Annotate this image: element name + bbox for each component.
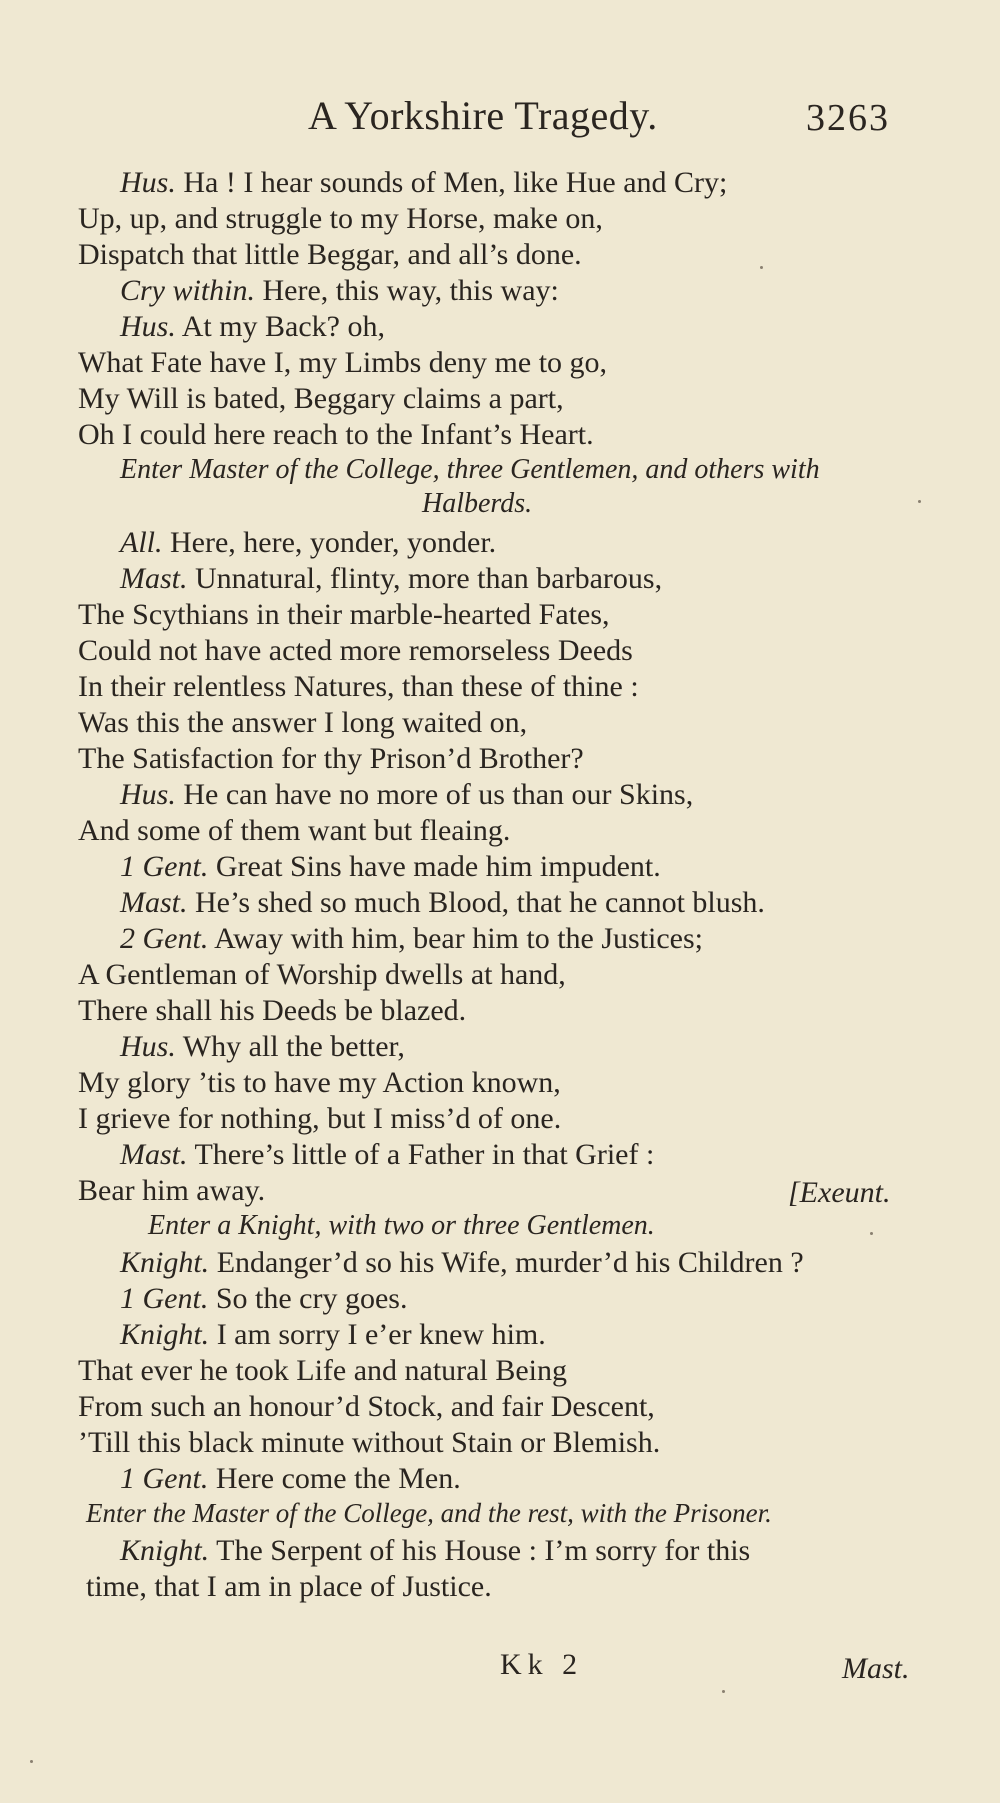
stage-direction: Enter a Knight, with two or three Gentlemen. [148,1210,655,1241]
text-line: Mast. Unnatural, flinty, more than barbarous, [120,562,663,595]
text-line: Mast. He’s shed so much Blood, that he cannot blush. [120,886,765,919]
text-line: From such an honour’d Stock, and fair Descent, [78,1390,655,1423]
paper-speck [30,1760,33,1763]
text-line: Cry within. Here, this way, this way: [120,274,559,307]
text-line: The Satisfaction for thy Prison’d Brother? [78,742,584,775]
text-line: Hus. He can have no more of us than our Skins, [120,778,694,811]
text-line: My glory ’tis to have my Action known, [78,1066,561,1099]
text-line: Up, up, and struggle to my Horse, make on, [78,202,603,235]
text-line: There shall his Deeds be blazed. [78,994,467,1027]
text-line: Bear him away. [78,1174,266,1207]
text-line: Oh I could here reach to the Infant’s Heart. [78,418,594,451]
catchword: Mast. [842,1652,910,1685]
exeunt-direction: [Exeunt. [788,1176,891,1209]
text-line: That ever he took Life and natural Being [78,1354,567,1387]
text-line: Hus. Why all the better, [120,1030,405,1063]
text-line: A Gentleman of Worship dwells at hand, [78,958,566,991]
stage-direction: Enter Master of the College, three Gentlemen, and others with [120,454,820,485]
text-line: Dispatch that little Beggar, and all’s done. [78,238,582,271]
text-line: 1 Gent. So the cry goes. [120,1282,408,1315]
stage-direction: Halberds. [422,488,533,519]
text-line: What Fate have I, my Limbs deny me to go, [78,346,608,379]
page-number: 3263 [806,97,890,139]
paper-speck [870,1232,873,1235]
text-line: Hus. Ha ! I hear sounds of Men, like Hue and Cry; [120,166,728,199]
text-line: The Scythians in their marble-hearted Fates, [78,598,610,631]
text-line: Hus. At my Back? oh, [120,310,385,343]
text-line: Was this the answer I long waited on, [78,706,528,739]
text-line: 2 Gent. Away with him, bear him to the Justices; [120,922,704,955]
signature-mark: Kk 2 [500,1648,584,1681]
text-line: Knight. The Serpent of his House : I’m sorry for this [120,1534,751,1567]
text-line: ’Till this black minute without Stain or Blemish. [78,1426,661,1459]
text-line: And some of them want but fleaing. [78,814,511,847]
paper-speck [722,1690,725,1693]
text-line: Could not have acted more remorseless Deeds [78,634,633,667]
text-line: 1 Gent. Great Sins have made him impudent. [120,850,661,883]
stage-direction: Enter the Master of the College, and the rest, with the Prisoner. [86,1498,772,1528]
paper-speck [918,500,921,503]
text-line: My Will is bated, Beggary claims a part, [78,382,564,415]
running-title: A Yorkshire Tragedy. [308,93,658,138]
text-line: In their relentless Natures, than these of thine : [78,670,639,703]
text-line: All. Here, here, yonder, yonder. [120,526,497,559]
text-line: Mast. There’s little of a Father in that Grief : [120,1138,655,1171]
paper-speck [760,266,763,269]
text-line: I grieve for nothing, but I miss’d of one. [78,1102,562,1135]
text-line: time, that I am in place of Justice. [86,1570,492,1603]
text-line: Knight. Endanger’d so his Wife, murder’d his Children ? [120,1246,804,1279]
text-line: Knight. I am sorry I e’er knew him. [120,1318,546,1351]
text-line: 1 Gent. Here come the Men. [120,1462,461,1495]
